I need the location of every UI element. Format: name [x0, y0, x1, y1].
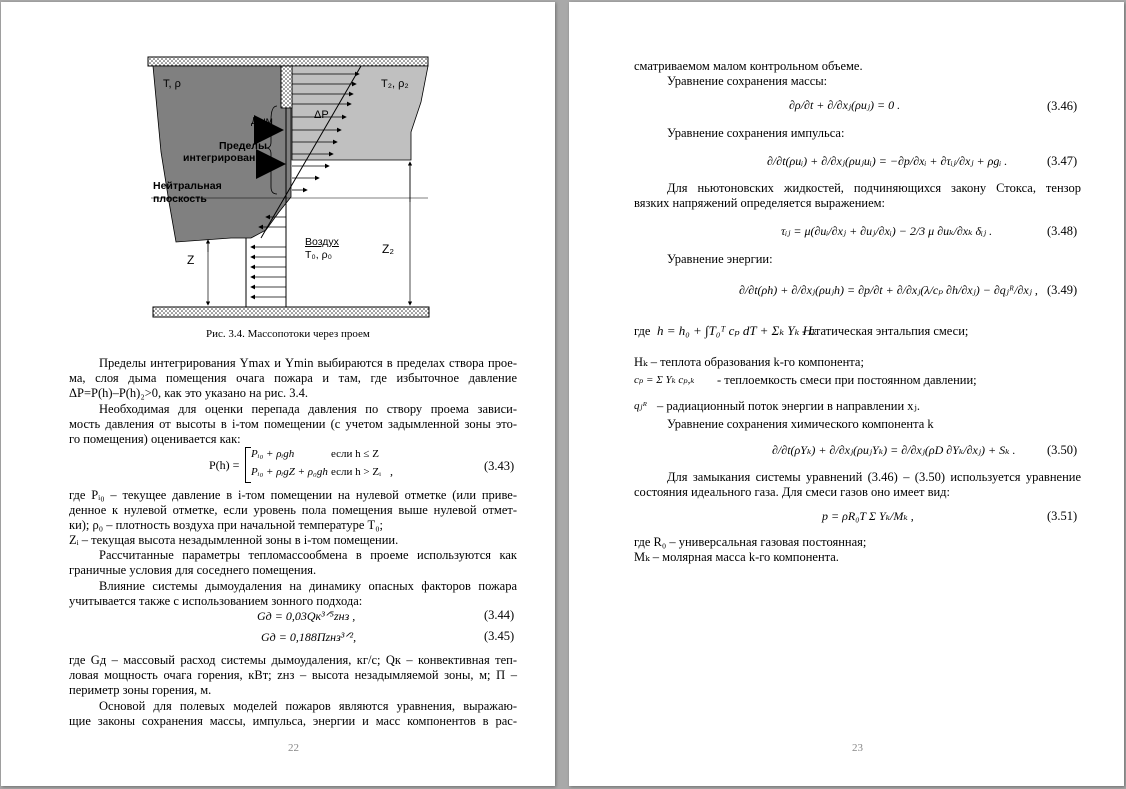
- page-number-23: 23: [852, 742, 863, 754]
- label-limits-1: Пределы: [219, 140, 267, 152]
- label-limits-2: интегрирования: [183, 152, 268, 164]
- label-t2-rho2: T₂, ρ₂: [381, 78, 409, 90]
- species-title: Уравнение сохранения химического компонента k: [667, 417, 934, 431]
- wall-lintel: [281, 66, 292, 108]
- page-22: T, ρ T₂, ρ₂ Дым ΔP Пределы интегрирования Нейтральная плоскость Воздух T₀, ρ₀ Z Z₂ Рис. 3.4. Массопотоки через проем Пределы интегрирования Ymax и Ymin выбираются в пределах створа прое- ма, слоя дыма помещения очага пожара и там, где избыточное давление ΔP=P(h)–P(h)₂>0, как это указано на рис. 3.4. Необходимая для оценки перепада давления по створу проема зависи- мость давления от высоты в i-том помещении (с учетом задымленной зоны это- го помещения) оценивается как: P(h) = Pᵢ₀ + ρᵢgh если h ≤ Z Pᵢ₀ + ρᵢgZ + ρ₀gh если h > Zᵢ , (3.43) где Pᵢ₀ – текущее давление в i-том помещении на нулевой отметке (или приве- денное к нулевой отметке, если уровень пола помещения выше нулевой отмет- ки); ρ₀ – плотность воздуха при начальной температуре T₀; Zᵢ – текущая высота незадымленной зоны в i-том помещении. Рассчитанные параметры тепломассообмена в проеме используются как граничные условия для соседнего помещения. Влияние системы дымоудаления на динамику опасных факторов пожара учитывается также с использованием зонного подхода: Gд = 0,03Qк³ᐟ⁵zнз , (3.44) Gд = 0,188Пzнз³ᐟ², (3.45) где Gд – массовый расход системы дымоудаления, кг/с; Qк – конвективная теп- ловая мощность очага горения, кВт; zнз – высота незадымляемой зоны, м; П – периметр зоны горения, м. Основой для полевых моделей пожаров являются уравнения, выражаю- щие законы сохранения массы, импульса, энергии и масс компонентов в рас- 22: [1, 2, 555, 786]
- p22-line-2: ма, слоя дыма помещения очага пожара и там, где избыточное давление: [69, 371, 517, 385]
- page-number-22: 22: [288, 742, 299, 754]
- p22-line-11: Рассчитанные параметры тепломассообмена в проеме используются как: [99, 548, 517, 562]
- label-delta-p: ΔP: [314, 109, 329, 121]
- label-t-rho: T, ρ: [163, 78, 181, 90]
- page-23: сматриваемом малом контрольном объеме. Уравнение сохранения массы: ∂ρ/∂t + ∂/∂xⱼ(ρuⱼ) = 0 . (3.46) Уравнение сохранения импульса: ∂/∂t(ρuᵢ) + ∂/∂xⱼ(ρuⱼuᵢ) = −∂p/∂xᵢ + ∂τᵢⱼ/∂xⱼ + ρgᵢ . (3.47) Для ньютоновских жидкостей, подчиняющихся закону Стокса, тензор вязких напряжений определяется выражением: τᵢⱼ = μ(∂uᵢ/∂xⱼ + ∂uⱼ/∂xᵢ) − 2/3 μ ∂uₖ/∂xₖ δᵢⱼ . (3.48) Уравнение энергии: ∂/∂t(ρh) + ∂/∂xⱼ(ρuⱼh) = ∂p/∂t + ∂/∂xⱼ(λ/cₚ ∂h/∂xⱼ) − ∂qⱼᴿ/∂xⱼ , (3.49) где h = h₀ + ∫T₀ᵀ cₚ dT + Σₖ Yₖ Hₖ - статическая энтальпия смеси; Hₖ – теплота образования k-го компонента; cₚ = Σ Yₖ cₚ,ₖ - теплоемкость смеси при постоянном давлении; qⱼᴿ – радиационный поток энергии в направлении xⱼ. Уравнение сохранения химического компонента k ∂/∂t(ρYₖ) + ∂/∂xⱼ(ρuⱼYₖ) = ∂/∂xⱼ(ρD ∂Yₖ/∂xⱼ) + Sₖ . (3.50) Для замыкания системы уравнений (3.46) – (3.50) используется уравнение состояния идеального газа. Для смеси газов оно имеет вид: p = ρR₀T Σ Yₖ/Mₖ , (3.51) где R₀ – универсальная газовая постоянная; Mₖ – молярная масса k-го компонента. 23: [569, 2, 1124, 786]
- p22-line-10: Zᵢ – текущая высота незадымленной зоны в i-том помещении.: [69, 533, 399, 547]
- p22-line-6: го помещения) оценивается как:: [69, 432, 241, 446]
- closure-line-2: состояния идеального газа. Для смеси газов оно имеет вид:: [634, 485, 951, 499]
- p22-line-1: Пределы интегрирования Ymax и Ymin выбираются в пределах створа прое-: [99, 356, 517, 370]
- label-z: Z: [187, 253, 195, 267]
- p22-line-14: учитывается также с использованием зонного подхода:: [69, 594, 363, 608]
- p22-line-18: Основой для полевых моделей пожаров являются уравнения, выражаю-: [99, 699, 517, 713]
- ceiling-slab: [148, 57, 428, 66]
- floor-slab: [153, 307, 429, 317]
- label-t0-rho0: T₀, ρ₀: [305, 249, 332, 261]
- label-z2: Z₂: [382, 242, 394, 256]
- p22-line-9: ки); ρ₀ – плотность воздуха при начальной температуре T₀;: [69, 518, 384, 532]
- mass-title: Уравнение сохранения массы:: [667, 74, 828, 88]
- stokes-line-1: Для ньютоновских жидкостей, подчиняющихся закону Стокса, тензор: [667, 181, 1081, 195]
- p22-line-16: ловая мощность очага горения, кВт; zнз – высота незадымляемой зоны, м; П –: [69, 668, 517, 682]
- mass-flow-figure: [1, 2, 555, 332]
- p22-line-3: ΔP=P(h)–P(h)₂>0, как это указано на рис. 3.4.: [69, 386, 309, 400]
- mk-line: Mₖ – молярная масса k-го компонента.: [634, 550, 839, 564]
- energy-title: Уравнение энергии:: [667, 252, 773, 266]
- p22-line-15: где Gд – массовый расход системы дымоудаления, кг/с; Qк – конвективная теп-: [69, 653, 517, 667]
- p22-line-8: денное к нулевой отметке, если уровень пола помещения выше нулевой отмет-: [69, 503, 517, 517]
- label-smoke: Дым: [251, 115, 273, 127]
- label-air: Воздух: [305, 236, 339, 248]
- stokes-line-2: вязких напряжений определяется выражением:: [634, 196, 886, 210]
- figure-caption: Рис. 3.4. Массопотоки через проем: [206, 328, 370, 340]
- p22-line-19: щие законы сохранения массы, импульса, энергии и масс компонентов в рас-: [69, 714, 517, 728]
- p22-line-13: Влияние системы дымоудаления на динамику опасных факторов пожара: [99, 579, 517, 593]
- label-neutral-1: Нейтральная: [153, 180, 222, 192]
- p22-line-17: периметр зоны горения, м.: [69, 683, 212, 697]
- label-neutral-2: плоскость: [153, 193, 207, 205]
- p22-line-5: мость давления от высоты в i-том помещении (с учетом задымленной зоны это-: [69, 417, 517, 431]
- r0-line: где R₀ – универсальная газовая постоянная;: [634, 535, 867, 549]
- momentum-title: Уравнение сохранения импульса:: [667, 126, 845, 140]
- p23-line-top: сматриваемом малом контрольном объеме.: [634, 59, 863, 73]
- closure-line-1: Для замыкания системы уравнений (3.46) – (3.50) используется уравнение: [667, 470, 1081, 484]
- p22-line-12: граничные условия для соседнего помещения.: [69, 563, 317, 577]
- hk-line: Hₖ – теплота образования k-го компонента;: [634, 355, 864, 369]
- p22-line-7: где Pᵢ₀ – текущее давление в i-том помещении на нулевой отметке (или приве-: [69, 488, 517, 502]
- p22-line-4: Необходимая для оценки перепада давления по створу проема зависи-: [99, 402, 517, 416]
